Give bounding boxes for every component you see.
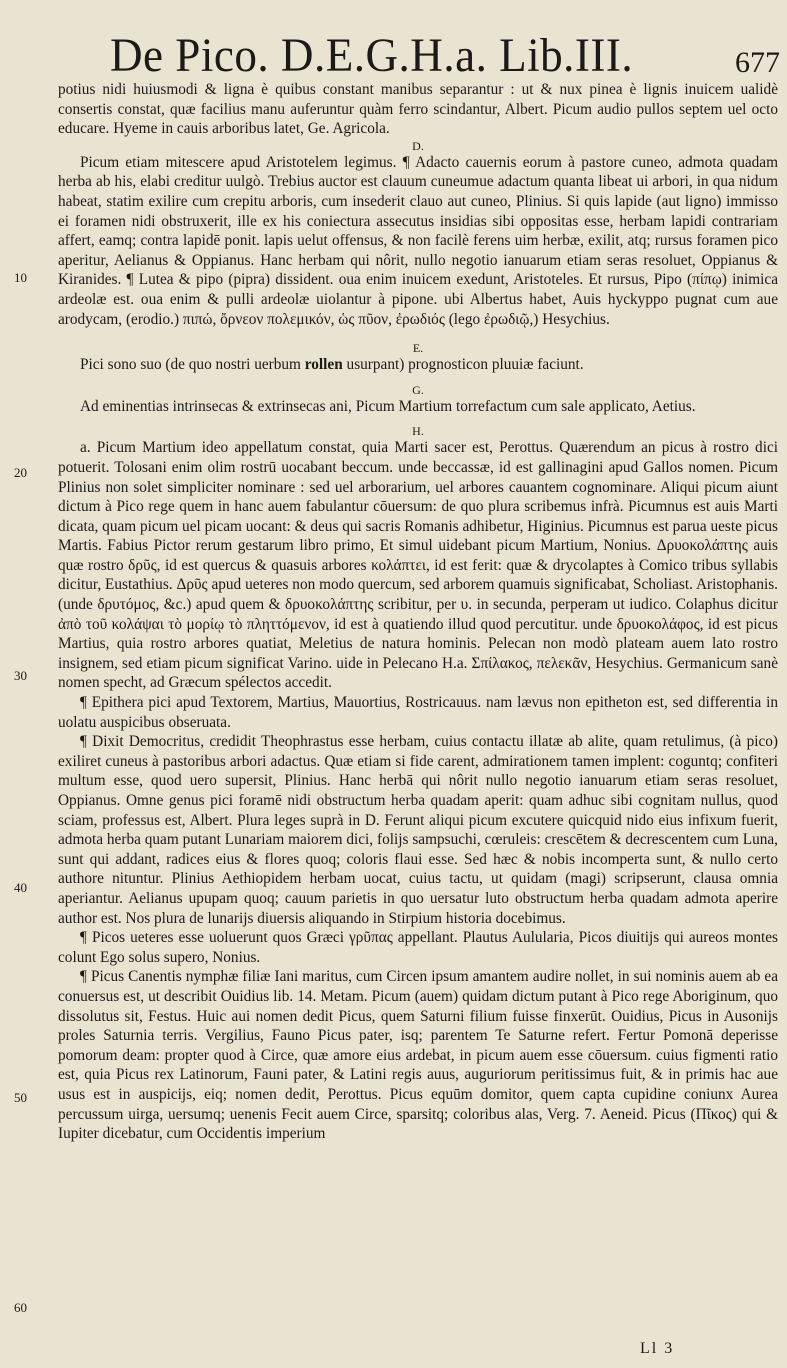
paragraph-epithets: ¶ Epithera pici apud Textorem, Martius, Mauortius, Rostricauus. nam lævus non epitheton est, sed differentia in uolatu auspicibus obseruata.	[58, 694, 778, 731]
section-heading-e: E.	[412, 341, 424, 356]
page-footer	[0, 1340, 787, 1364]
signature-mark: Ll 3	[640, 1340, 675, 1357]
rain-omen-text-b: usurpant) prognosticon pluuiæ faciunt.	[342, 356, 584, 374]
line-number-30: 30	[14, 668, 27, 683]
line-number-60: 60	[14, 1300, 27, 1315]
rain-omen-text-a: Pici sono suo (de quo nostri uerbum	[80, 356, 305, 374]
line-number-50: 50	[14, 1090, 27, 1105]
paragraph-nesting: potius nidi huiusmodi & ligna è quibus constant manibus separantur : ut & nux pinea è lignis inuicem ualidè consertis constat, quæ facilius manu auferuntur quàm ferro scindantur, Albert. Picum audio pullos septem uel octo educare. Hyeme in cauis arboribus latet, Ge. Agricola.	[58, 81, 778, 138]
line-number-10: 10	[14, 270, 27, 285]
page-number: 677	[735, 46, 780, 79]
paragraph-remedy: Ad eminentias intrinsecas & extrinsecas ani, Picum Martium torrefactum cum sale applicato, Aetius.	[80, 397, 696, 415]
section-heading-g: G.	[412, 382, 424, 397]
paragraph-picos-veteres: ¶ Picos ueteres esse uoluerunt quos Græci γρῦπας appellant. Plautus Aulularia, Picos diuitijs qui aureos montes colunt Ego solus supero, Nonius.	[58, 929, 778, 966]
running-title: De Pico. D.E.G.H.a. Lib.III.	[110, 29, 634, 82]
section-heading-d: D.	[412, 138, 424, 153]
line-number-20: 20	[14, 465, 27, 480]
main-text-column	[58, 80, 778, 1144]
page-header	[110, 6, 780, 80]
paragraph-picus-canens: ¶ Picus Canentis nymphæ filiæ Iani maritus, cum Circen ipsum amantem audire nollet, in sui nominis auem ab ea conuersus est, ut describit Ouidius lib. 14. Metam. Picum (auem) quidam dictum putant à Pico rege Aboriginum, quo dissolutus sit, Festus. Huic aui nomen dedit Picus, quem Saturni filium fuisse finxerūt. Ouidius, Picus in Ausonijs proles Saturnia terris. Vergilius, Fauno Picus pater, isq; parentem Te Saturne refert. Fertur Pomonā deperisse pomorum deam: propter quod à Circe, quæ amore eius ardebat, in picum auem esse cōuersum. cuius figmenti ratio est, quia Picus rex Latinorum, Fauni pater, & Latini regis auus, auguriorum peritissimus fuit, & in primis hac aue usus est in auspicijs, eiq; nomen dedit, Perottus. Picus equūm domitor, quem capta cupidine coniunx Aurea percussum uirga, uersumq; uenenis Fecit auem Circe, sparsitq; coloribus alas, Verg. 7. Aeneid. Picus (Πῖκος) qui & Iupiter dicebatur, cum Occidentis imperium	[58, 968, 778, 1143]
paragraph-herb-legend: Picum etiam mitescere apud Aristotelem legimus. ¶ Adacto cauernis eorum à pastore cuneo, admota quadam herba ab his, elabi creditur uulgò. Trebius auctor est clauum cuneumue adactum quanta libeat ui arbori, in qua nidum habeat, statim exilire cum crepitu arboris, cum insederit clauo aut cuneo, Plinius. Si quis lapide (aut ligno) immisso ei foramen nidi obstruxerit, ille ex his coniectura assecutus insidias sibi oppositas esse, herbam lapidi contrariam affert, eamq; contra lapidē ponit. lapis uelut offensus, & non facilè ferens uim herbæ, exilit, atq; rursus foramen pico aperitur, Aelianus & Oppianus. Hanc herbam qui nôrit, nullo negotio ianuarum etiam seras resoluet, Oppianus & Kiranides. ¶ Lutea & pipo (pipra) dissident. oua enim inuicem exedunt, Aristoteles. Et rursus, Pipo (πίπῳ) inimica ardeolæ est. oua enim & pulli ardeolæ uiolantur à pipone. ubi Albertus habet, Auis hyckyppo pugnat cum aue arodycam, (erodio.) πιπώ, ὄρνεον πολεμικόν, ὡς πῦον, ἐρωδιός (lego ἐρωδιῷ,) Hesychius.	[58, 153, 778, 328]
line-number-40: 40	[14, 880, 27, 895]
section-heading-h: H.	[412, 424, 424, 439]
paragraph-etymology: a. Picum Martium ideo appellatum constat, quia Marti sacer est, Perottus. Quærendum an picus à rostro dici potuerit. Tolosani enim olim rostrū uocabant beccum. unde beccassæ, id est gallinagini apud Gallos nomen. Picum Plinius non solet simpliciter nominare : sed uel arborarium, uel arbores cauantem cognominare. Aliqui picum aiunt dictum à Pico rege quem in hanc auem fabulantur cōuersum: de quo plura scribemus infrà. Picumnus est auis Marti dicata, quam picum uel picam uocant: & deus qui sacris Romanis adhibetur, Higinius. Picumnus est parua ueste picus Martis. Fabius Pictor rerum gestarum libro primo, Et simul uidebant picum Martium, Nonius. Δρυοκολάπτης auis quæ rostro δρῦς, id est quercus & quasuis arbores κολάπτει, id est ferit: quæ & drycolaptes à Comico tribus syllabis dicitur, Eustathius. Δρῦς apud ueteres non modo quercum, sed arborem quamuis significabat, Scholiast. Aristophanis. (unde δρυτόμος, &c.) apud quem & δρυοκολάπτης scribitur, per υ. in secunda, perperam ut iudico. Colaphus dicitur ἀπὸ τοῦ κολάψαι τὸ μορίῳ τὸ πληττόμενον, id est à quatiendo illud quod percutitur. unde δρυοκολάφος, id est picus Martius, quia rostro arbores quatiat, Meletius de natura hominis. Pelecan non modò plateam auem lato rostro insignem, sed etiam picum significat Varino. uide in Pelecano H.a. Σπίλακος, πελεκᾶν, Hesychius. Germanicum sanè nomen specht, ad Græcum spélectos accedit.	[58, 439, 778, 692]
paragraph-rain-omen	[58, 355, 778, 375]
paragraph-democritus: ¶ Dixit Democritus, credidit Theophrastus esse herbam, cuius contactu illatæ ab alite, quam retulimus, (à pico) exiliret cuneus à pastoribus arbori adactus. Quæ etiam si fide carent, admirationem tamen implent: coguntq; confiteri multum esse, quod uero supersit, Plinius. Hanc herbā qui nôrit nullo negotio ianuarum etiam seras resoluet, Oppianus. Omne genus pici foramē nidi obstructum herba quadam aperit: quam adhuc sibi cognitam nullus, quod sciam, professus est, Albert. Plura leges suprà in D. Ferunt aliqui picum excutere quicquid nido eius infixum fuerit, admota herba quam putant Lunariam maiorem dici, folijs sampsuchi, cœruleis: crescētem & decrescentem cum Luna, sunt qui addant, radices eius & flores quoq; coloris flaui esse. Sed hæc & nobis incomperta sunt, & nullo certo authore nituntur. Plinius Aethiopidem herbam uocat, cuius tactu, ut quidam (magi) scripserunt, clausa omnia aperiantur. Aelianus upupam quoq; cauum parietis in quo uersatur luto obstructum herba quadam admota aperire author est. Nos plura de lunarijs diuersis aliquando in Stirpium historia docebimus.	[58, 733, 778, 927]
rain-omen-bold-word: rollen	[304, 356, 343, 374]
